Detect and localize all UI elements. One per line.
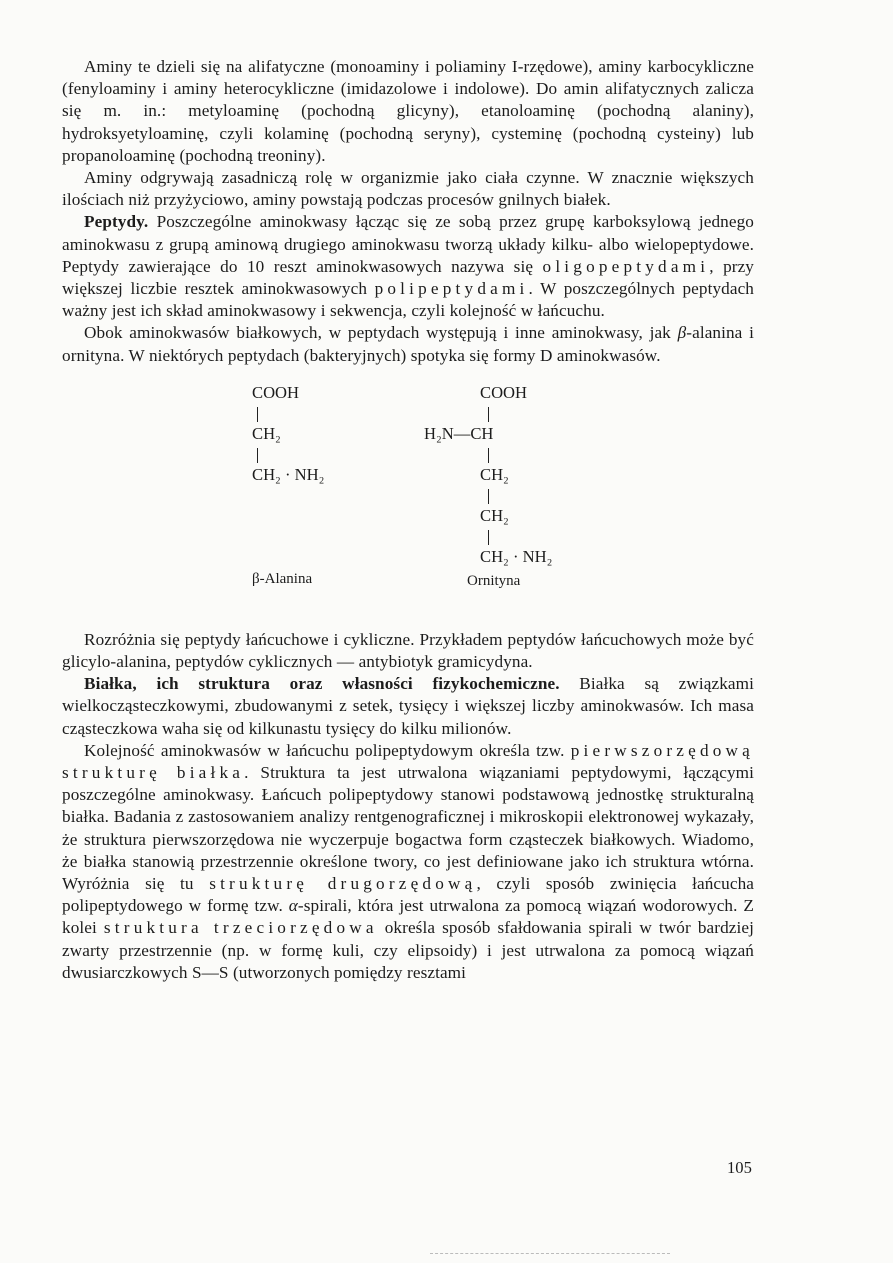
beta-alanine-bond-1: [257, 407, 258, 422]
ornithine-bond-2: [488, 448, 489, 463]
heading-peptides: Peptydy.: [84, 212, 149, 232]
term-primary-structure: pierwszorzędową strukturę białka: [62, 740, 754, 783]
ornithine-bond-3: [488, 489, 489, 504]
page-body: [62, 56, 754, 984]
text-peptides-c: . W poszczególnych peptydach ważny jest ich skład aminokwasowy i sekwencja, czyli kolejność w łańcuchu.: [62, 279, 754, 321]
paragraph-amines-role: Aminy odgrywają zasadniczą rolę w organizmie jako ciała czynne. W znacznie większych ilościach niż przyżyciowo, aminy powstają podczas procesów gnilnych białek.: [62, 168, 754, 210]
text-structure-c: , czyli sposób zwinięcia łańcucha polipeptydowego w formę tzw.: [62, 874, 754, 916]
page-number: 105: [727, 1158, 752, 1177]
structural-formulas: [62, 375, 754, 609]
text-proteins-a: Białka są związkami wielkocząsteczkowymi, zbudowanymi z setek, tysięcy i większej liczby aminokwasów. Ich masa cząsteczkowa waha się od kilkunastu tysięcy do kilku milionów.: [62, 674, 754, 738]
text-structure-e: określa sposób sfałdowania spirali w twór bardziej zwarty przestrzennie (np. w formę kuli, czy elipsoidy) i jest utrwalona za pomocą wiązań dwusiarczkowych S—S (utworzonych pomiędzy resztami: [62, 918, 754, 982]
beta-alanine-cooh: COOH: [252, 382, 300, 402]
term-polypeptides: polipeptydami: [374, 279, 529, 299]
paragraph-amines-classification: Aminy te dzieli się na alifatyczne (monoaminy i poliaminy I-rzędowe), aminy karbocykliczne (fenyloaminy i aminy heterocykliczne (imidazolowe i indolowe). Do amin alifatycznych zalicza się m. in.: metyloaminę (pochodną glicyny), etanoloaminę (pochodną alaniny), hydroksyetyloaminę, czyli kolaminę (pochodną seryny), cysteminę (pochodną cysteiny) lub propanoloaminę (pochodną treoniny).: [62, 57, 754, 165]
ornithine-h2n-ch: H₂N—CH: [424, 423, 494, 443]
text-structure-d: -spirali, która jest utrwalona za pomocą wiązań wodorowych. Z kolei: [62, 896, 754, 938]
footer-rule: [430, 1253, 670, 1254]
term-oligopeptides: oligopeptydami: [542, 256, 710, 276]
beta-alanine-ch2-nh2: CH₂ · NH₂: [252, 464, 325, 484]
ornithine-ch2-a: CH₂: [480, 464, 509, 484]
term-secondary-structure: strukturę drugorzędową: [209, 874, 477, 894]
text-structure-b: . Struktura ta jest utrwalona wiązaniami peptydowymi, łączącymi poszczególne aminokwasy. Łańcuch polipeptydowy stanowi podstawową jednostkę strukturalną białka. Badania z zastosowaniem analizy rentgenograficznej i mikroskopii elektronowej wykazały, że struktura pierwszorzędowa nie wyczerpuje bogactwa form cząsteczek białkowych. Wiadomo, że białka stanowią przestrzennie określone twory, co jest definiowane jako ich struktura wtórna. Wyróżnia się tu: [62, 763, 754, 894]
paragraph-protein-structure: [62, 740, 754, 984]
ornithine-cooh: COOH: [480, 382, 528, 402]
paragraph-other-amino-acids: [62, 322, 754, 366]
paragraph-peptides: [62, 211, 754, 322]
paragraph-proteins: [62, 673, 754, 740]
ornithine-bond-1: [488, 407, 489, 422]
paragraph-peptide-types: Rozróżnia się peptydy łańcuchowe i cykliczne. Przykładem peptydów łańcuchowych może być glicylo-alanina, peptydów cyklicznych — antybiotyk gramicydyna.: [62, 629, 754, 672]
beta-alanine-bond-2: [257, 448, 258, 463]
ornithine-bond-4: [488, 530, 489, 545]
symbol-alpha: α: [288, 896, 298, 916]
text-peptides-b: , przy większej liczbie resztek aminokwasowych: [62, 256, 755, 299]
ornithine-ch2-b: CH₂: [480, 505, 509, 525]
text-structure-a: Kolejność aminokwasów w łańcuchu polipeptydowym określa tzw.: [84, 740, 571, 760]
beta-alanine-caption: β-Alanina: [252, 570, 313, 587]
beta-alanine-ch2: CH₂: [252, 423, 281, 443]
ornithine-caption: Ornityna: [467, 572, 521, 589]
ornithine-ch2-nh2: CH₂ · NH₂: [480, 546, 553, 566]
symbol-beta: β: [677, 323, 687, 343]
text-other-a: Obok aminokwasów białkowych, w peptydach występują i inne aminokwasy, jak: [84, 323, 678, 343]
heading-proteins: Białka, ich struktura oraz własności fizykochemiczne.: [84, 674, 560, 694]
text-other-b: -alanina i ornityna. W niektórych peptydach (bakteryjnych) spotyka się formy D aminokwasów.: [62, 323, 754, 365]
text-peptides-a: Poszczególne aminokwasy łącząc się ze sobą przez grupę karboksylową jednego aminokwasu z grupą aminową drugiego aminokwasu tworzą układy kilku- albo wielopeptydowe. Peptydy zawierające do 10 reszt aminokwasowych nazywa się: [62, 212, 754, 276]
term-tertiary-structure: struktura trzeciorzędowa: [103, 918, 378, 938]
